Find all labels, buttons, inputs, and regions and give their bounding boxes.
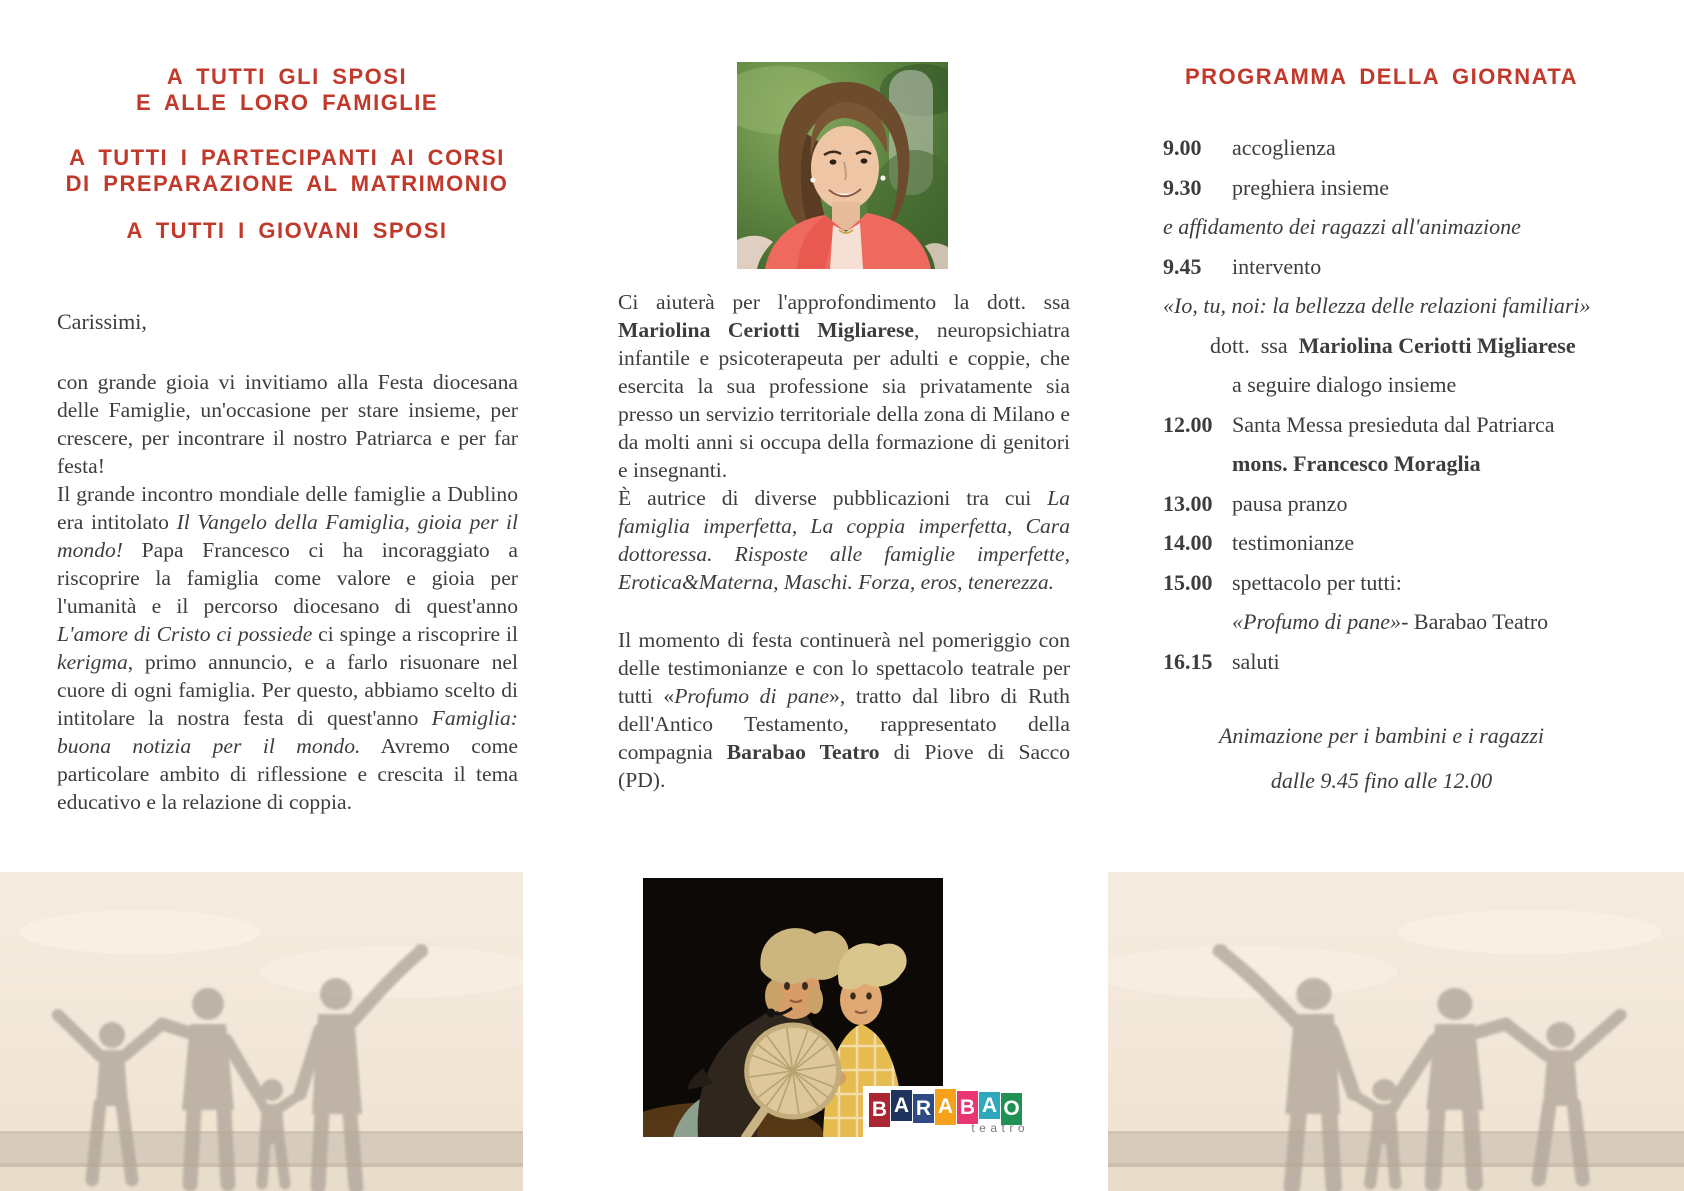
schedule-entry — [1163, 254, 1623, 294]
schedule-note: «Io, tu, noi: la bellezza delle relazioni familiari» — [1163, 293, 1591, 318]
salutation-headings — [57, 64, 517, 244]
schedule-entry — [1163, 570, 1623, 610]
schedule-time: 12.00 — [1163, 411, 1213, 437]
schedule-time: 15.00 — [1163, 569, 1213, 595]
schedule-entry — [1163, 491, 1623, 531]
animation-note-line: dalle 9.45 fino alle 12.00 — [1270, 768, 1493, 793]
schedule-entry — [1163, 530, 1623, 570]
schedule-subline: a seguire dialogo insieme — [1232, 372, 1457, 397]
schedule-label: spettacolo per tutti: — [1232, 569, 1402, 595]
schedule-subline: «Profumo di pane» - Barabao Teatro — [1232, 609, 1549, 634]
family-silhouette-photo-right — [1108, 872, 1684, 1191]
schedule-subline: mons. Francesco Moraglia — [1232, 451, 1481, 476]
salutation-heading: A TUTTI I GIOVANI SPOSI — [126, 218, 448, 243]
logo-subtitle: teatro — [971, 1121, 1029, 1135]
greeting-text: Carissimi, — [57, 309, 147, 334]
animation-note-line: Animazione per i bambini e i ragazzi — [1218, 723, 1545, 748]
invitation-letter: con grande gioia vi invitiamo alla Festa diocesana delle Famiglie, un'occasione per stare insieme, per crescere, per incontrare il nostro Patriarca e per far festa! Il grande incontro mondiale delle famiglie a Dublino era intitolato Il Vangelo della Famiglia, gioia per il mondo! Papa Francesco ci ha incoraggiato a riscoprire la famiglia come valore e gioia per l'umanità e il percorso diocesano di quest'anno L'amore di Cristo ci possiede ci spinge a riscoprire il kerigma, primo annuncio, e a farlo risuonare nel cuore di ogni famiglia. Per questo, abbiamo scelto di intitolare la nostra festa di quest'anno Famiglia: buona notizia per il mondo. Avremo come particolare ambito di riflessione e crescita il tema educativo e la relazione di coppia. — [57, 370, 518, 814]
logo-letter-tile: A — [979, 1092, 1000, 1119]
schedule-label: accoglienza — [1232, 135, 1336, 160]
salutation-heading: A TUTTI I PARTECIPANTI AI CORSI DI PREPARAZIONE AL MATRIMONIO — [65, 145, 509, 196]
logo-letter-tile: B — [957, 1091, 978, 1124]
schedule-subline: dott. ssa Mariolina Ceriotti Migliarese — [1210, 332, 1576, 358]
speaker-bio: Ci aiuterà per l'approfondimento la dott. ssa Mariolina Ceriotti Migliarese, neuropsichiatra infantile e psicoterapeuta per adulti e coppie, che esercita la sua professione sia privatamente sia presso un servizio territoriale della zona di Milano e da molti anni si occupa della formazione di genitori e insegnanti. È autrice di diverse pubblicazioni tra cui La famiglia imperfetta, La coppia imperfetta, Cara dottoressa. Risposte alle famiglie imperfette, Erotica&Materna, Maschi. Forza, eros, tenerezza. — [618, 290, 1071, 594]
schedule-time: 14.00 — [1163, 530, 1213, 555]
schedule-label: pausa pranzo — [1232, 490, 1348, 516]
logo-letter-tile: O — [1001, 1093, 1022, 1125]
schedule-label: preghiera insieme — [1232, 174, 1389, 200]
schedule-entry — [1163, 649, 1623, 689]
barabao-teatro-logo — [863, 1086, 1033, 1137]
salutation-heading: A TUTTI GLI SPOSI E ALLE LORO FAMIGLIE — [135, 64, 439, 115]
schedule-entry — [1163, 135, 1623, 175]
program-title: PROGRAMMA DELLA GIORNATA — [1184, 64, 1579, 89]
program-schedule — [1163, 135, 1623, 688]
middle-text — [618, 288, 1070, 794]
schedule-time: 9.30 — [1163, 174, 1202, 200]
afternoon-program-text: Il momento di festa continuerà nel pomeriggio con delle testimonianze e con lo spettacolo teatrale per tutti «Profumo di pane», tratto dal libro di Ruth dell'Antico Testamento, rappresentato della compagnia Barabao Teatro di Piove di Sacco (PD). — [618, 628, 1071, 792]
schedule-label: Santa Messa presieduta dal Patriarca — [1232, 411, 1555, 437]
family-silhouette-illustration — [0, 872, 523, 1191]
schedule-time: 13.00 — [1163, 490, 1213, 516]
logo-letter-tile: A — [935, 1089, 956, 1125]
schedule-entry — [1163, 412, 1623, 452]
family-silhouette-illustration — [1108, 872, 1684, 1191]
animation-note — [1163, 723, 1600, 793]
speaker-photo — [737, 62, 948, 269]
schedule-time: 16.15 — [1163, 648, 1213, 674]
logo-letter-tile: B — [869, 1093, 890, 1127]
schedule-time: 9.00 — [1163, 135, 1202, 160]
schedule-label: testimonianze — [1232, 530, 1355, 555]
schedule-note: e affidamento dei ragazzi all'animazione — [1163, 214, 1521, 239]
schedule-time: 9.45 — [1163, 253, 1202, 279]
schedule-label: saluti — [1232, 648, 1280, 674]
logo-letter-tile: R — [913, 1094, 934, 1123]
speaker-portrait-illustration — [737, 62, 948, 269]
schedule-entry — [1163, 175, 1623, 215]
logo-letter-tile: A — [891, 1090, 912, 1121]
family-silhouette-photo-left — [0, 872, 523, 1191]
schedule-label: intervento — [1232, 253, 1322, 279]
